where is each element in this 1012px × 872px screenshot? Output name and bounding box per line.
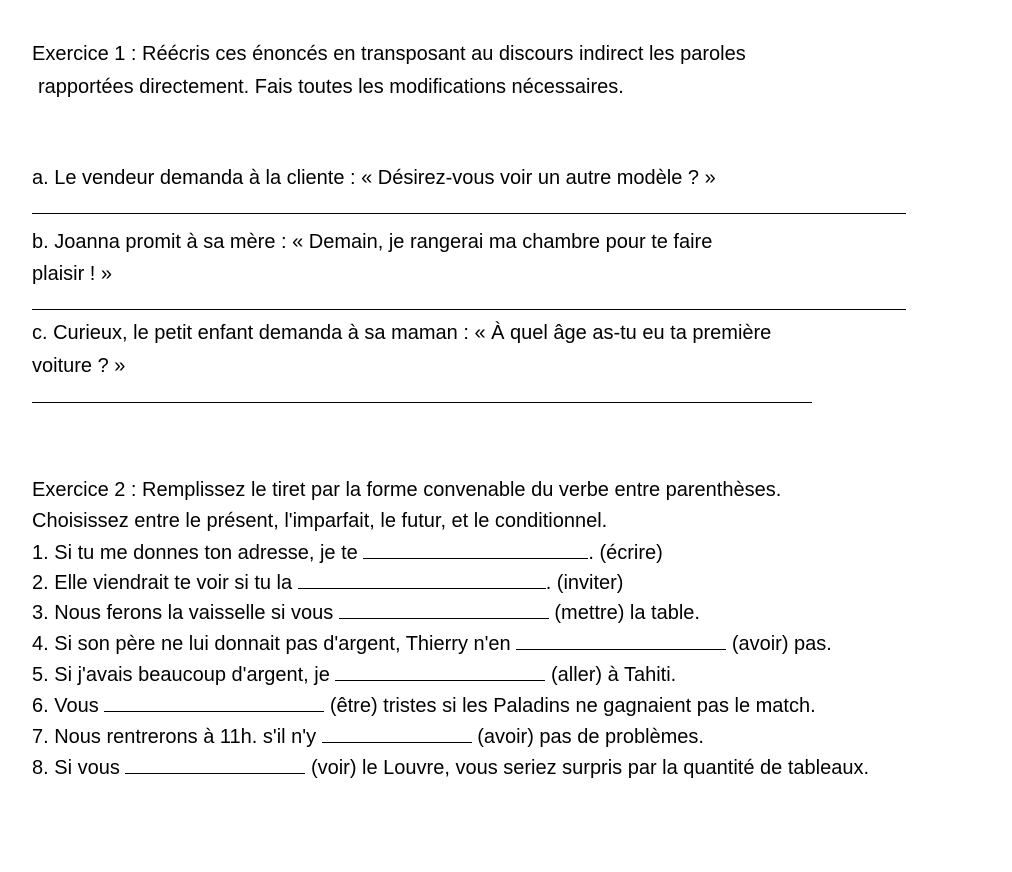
item-3-blank[interactable] [339, 600, 549, 619]
item-5-before: 5. Si j'avais beaucoup d'argent, je [32, 664, 330, 686]
item-6 [32, 693, 816, 718]
item-6-after: (être) tristes si les Paladins ne gagnaient pas le match. [329, 695, 816, 717]
item-4 [32, 631, 832, 656]
item-4-blank[interactable] [516, 631, 726, 650]
item-5-blank[interactable] [335, 662, 545, 681]
item-5 [32, 662, 676, 687]
exercise-1-title-line-1: Exercice 1 : Réécris ces énoncés en transposant au discours indirect les paroles [32, 43, 746, 65]
sentence-b-line-2: plaisir ! » [32, 263, 113, 285]
item-1-blank[interactable] [363, 540, 588, 559]
answer-line-c [32, 402, 812, 403]
exercise-2-title-line-2: Choisissez entre le présent, l'imparfait, le futur, et le conditionnel. [32, 510, 608, 532]
item-1-before: 1. Si tu me donnes ton adresse, je te [32, 542, 358, 564]
item-7-after: (avoir) pas de problèmes. [477, 726, 704, 748]
item-7 [32, 724, 704, 749]
item-7-blank[interactable] [322, 724, 472, 743]
sentence-a: a. Le vendeur demanda à la cliente : « Désirez-vous voir un autre modèle ? » [32, 167, 716, 189]
item-2-before: 2. Elle viendrait te voir si tu la [32, 572, 293, 594]
exercise-1-title-line-2: rapportées directement. Fais toutes les modifications nécessaires. [38, 76, 624, 98]
item-2-blank[interactable] [298, 570, 546, 589]
item-4-before: 4. Si son père ne lui donnait pas d'argent, Thierry n'en [32, 633, 511, 655]
item-3-before: 3. Nous ferons la vaisselle si vous [32, 602, 334, 624]
item-1 [32, 540, 663, 565]
item-6-before: 6. Vous [32, 695, 99, 717]
item-4-after: (avoir) pas. [731, 633, 832, 655]
item-3 [32, 600, 700, 625]
answer-line-b [32, 309, 906, 310]
sentence-c-line-2: voiture ? » [32, 355, 126, 377]
item-8-after: (voir) le Louvre, vous seriez surpris par la quantité de tableaux. [310, 757, 870, 779]
answer-line-a [32, 213, 906, 214]
item-2-after: . (inviter) [545, 572, 624, 594]
sentence-c-line-1: c. Curieux, le petit enfant demanda à sa maman : « À quel âge as-tu eu ta première [32, 322, 772, 344]
item-8-before: 8. Si vous [32, 757, 120, 779]
item-6-blank[interactable] [104, 693, 324, 712]
item-8-blank[interactable] [125, 755, 305, 774]
item-3-after: (mettre) la table. [554, 602, 700, 624]
item-7-before: 7. Nous rentrerons à 11h. s'il n'y [32, 726, 317, 748]
item-1-after: . (écrire) [588, 542, 663, 564]
item-2 [32, 570, 623, 595]
sentence-b-line-1: b. Joanna promit à sa mère : « Demain, je rangerai ma chambre pour te faire [32, 231, 713, 253]
item-8 [32, 755, 869, 780]
exercise-2-title-line-1: Exercice 2 : Remplissez le tiret par la forme convenable du verbe entre parenthèses. [32, 479, 782, 501]
item-5-after: (aller) à Tahiti. [550, 664, 677, 686]
